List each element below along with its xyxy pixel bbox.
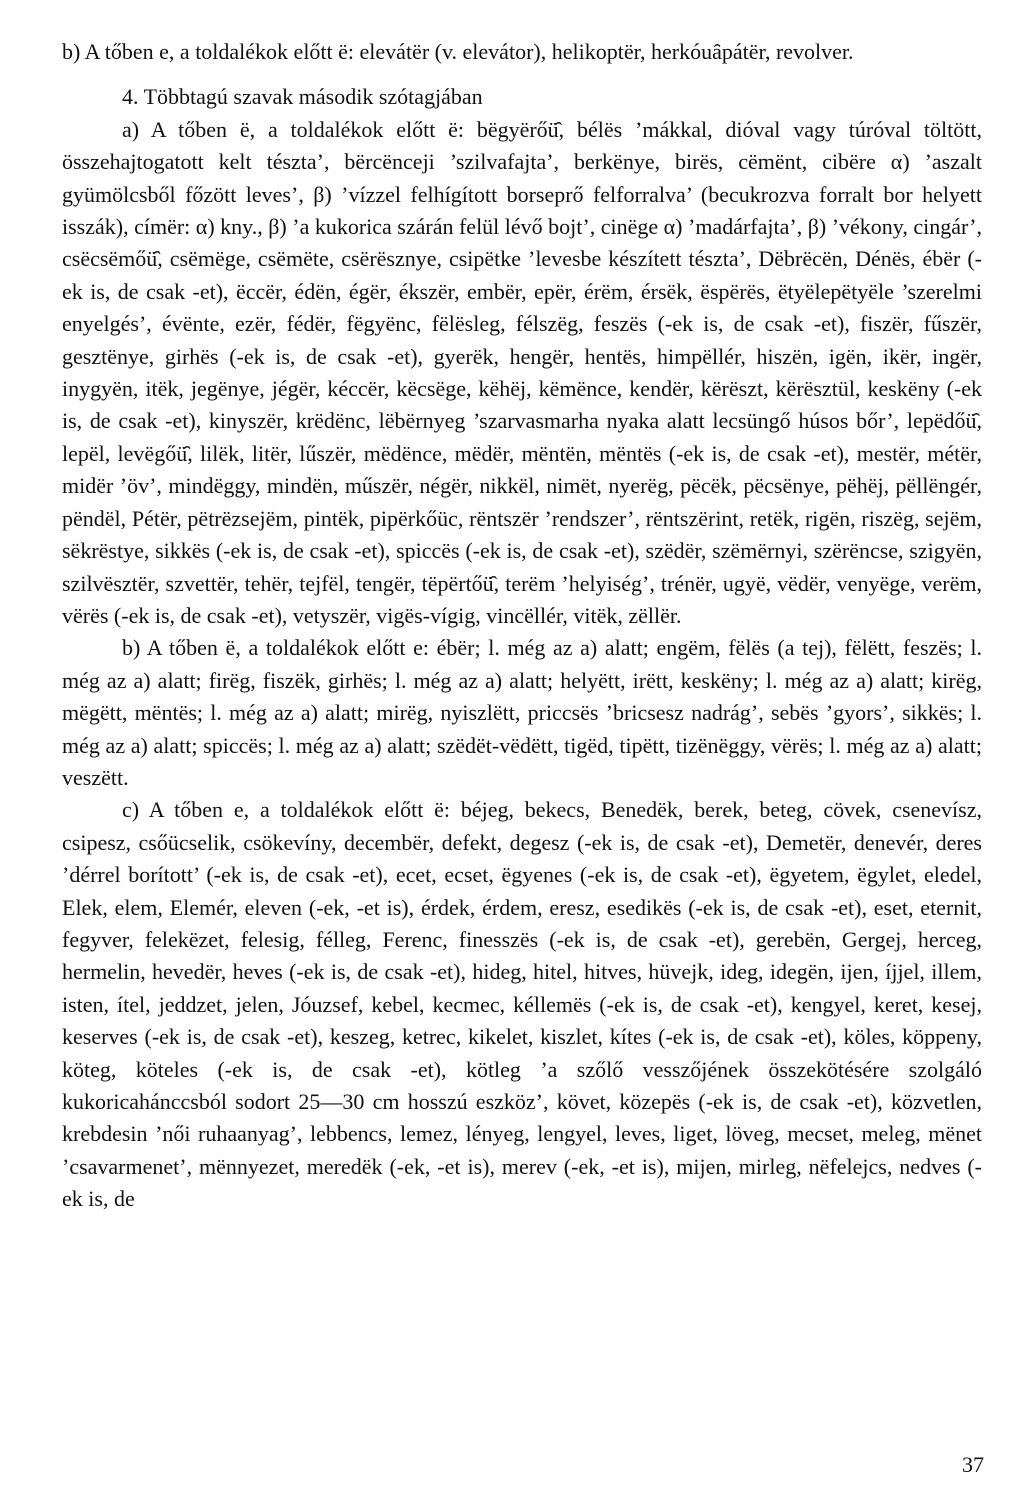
paragraph-4c: c) A tőben e, a toldalékok előtt ë: béjeg, bekecs, Benedëk, berek, beteg, cövek, csenevísz, csipesz, csőücselik, csökevíny, decembër, defekt, degesz (-ek is, de csak -et), Demetër, denevér, deres ’dérrel borított’ (-ek is, de csak -et), ecet, ecset, ëgyenes (-ek is, de csak -et), ëgyetem, ëgylet, eledel, Elek, elem, Elemér, eleven (-ek, -et is), érdek, érdem, eresz, esedikës (-ek is, de csak -et), eset, eternit, fegyver, felekëzet, felesig, félleg, Ferenc, finesszës (-ek is, de csak -et), gerebën, Gergej, herceg, hermelin, hevedër, heves (-ek is, de csak -et), hideg, hitel, hitves, hüvejk, ideg, idegën, ijen, íjjel, illem, isten, ítel, jeddzet, jelen, Jóuzsef, kebel, kecmec, kéllemës (-ek is, de csak -et), kengyel, keret, kesej, keserves (-ek is, de csak -et), keszeg, ketrec, kikelet, kiszlet, kítes (-ek is, de csak -et), köles, köppeny, köteg, köteles (-ek is, de csak -et), kötleg ’a szőlő vesszőjének összekötésére szolgáló kukoricahánccsból sodort 25—30 cm hosszú eszköz’, követ, közepës (-ek is, de csak -et), közvetlen, krebdesin ’női ruhaanyag’, lebbencs, lemez, lényeg, lengyel, leves, liget, löveg, mecset, meleg, mënet ’csavarmenet’, mënnyezet, meredëk (-ek, -et is), merev (-ek, -et is), mijen, mirleg, nëfelejcs, nedves (-ek is, de bbox=[62, 797, 982, 1212]
page-number: 37 bbox=[962, 1452, 984, 1477]
paragraph-4b: b) A tőben ë, a toldalékok előtt e: ébër; l. még az a) alatt; engëm, fëlës (a tej), fëlëtt, feszës; l. még az a) alatt; firëg, fiszëk, girhës; l. még az a) alatt; helyëtt, irëtt, keskëny; l. még az a) alatt; kirëg, mëgëtt, mëntës; l. még az a) alatt; mirëg, nyiszlëtt, priccsës ’bricsesz nadrág’, sebës ’gyors’, sikkës; l. még az a) alatt; spiccës; l. még az a) alatt; szëdët-vëdëtt, tigëd, tipëtt, tizënëggy, vërës; l. még az a) alatt; veszëtt. bbox=[62, 635, 982, 790]
page-body bbox=[62, 36, 982, 1216]
paragraph-4a: a) A tőben ë, a toldalékok előtt ë: bëgyërőü̑, bélës ’mákkal, dióval vagy túróval töltött, összehajtogatott kelt tészta’, bërcënceji ’szilvafajta’, berkënye, birës, cëmënt, cibëre α) ’aszalt gyümölcsből főzött leves’, β) ’vízzel felhígított borseprő felforralva’ (becukrozva forralt bor helyett isszák), címër: α) kny., β) ’a kukorica szárán felül lévő bojt’, cinëge α) ’madárfajta’, β) ’vékony, cingár’, csëcsëmőü̑, csëmëge, csëmëte, csërësznye, csipëtke ’levesbe készített tészta’, Dëbrëcën, Dénës, ébër (-ek is, de csak -et), ëccër, édën, égër, ékszër, embër, epër, érëm, érsëk, ëspërës, ëtyëlepëtyële ’szerelmi enyelgés’, évënte, ezër, fédër, fëgyënc, fëlësleg, félszëg, feszës (-ek is, de csak -et), fiszër, fűszër, gesztënye, girhës (-ek is, de csak -et), gyerëk, hengër, hentës, himpëllér, hiszën, igën, ikër, ingër, inygyën, itëk, jegënye, jégër, kéccër, këcsëge, këhëj, këmënce, kendër, kërëszt, kërësztül, keskëny (-ek is, de csak -et), kinyszër, krëdënc, lëbërnyeg ’szarvasmarha nyaka alatt lecsüngő húsos bőr’, lepëdőü̑, lepël, levëgőü̑, lilëk, litër, lűszër, mëdënce, mëdër, mëntën, mëntës (-ek is, de csak -et), mestër, métër, midër ’öv’, mindëggy, mindën, műszër, négër, nikkël, nimët, nyerëg, pëcëk, pëcsënye, pëhëj, pëllëngér, pëndël, Pétër, pëtrëzsejëm, pintëk, pipërkőüc, rëntszër ’rendszer’, rëntszërint, retëk, rigën, riszëg, sejëm, sëkrëstye, sikkës (-ek is, de csak -et), spiccës (-ek is, de csak -et), szëdër, szëmërnyi, szërëncse, szigyën, szilvësztër, szvettër, tehër, tejfël, tengër, tëpërtőü̑, terëm ’helyiség’, trénër, ugyë, vëdër, venyëge, verëm, vërës (-ek is, de csak -et), vetyszër, vigës-vígig, vincëllér, vitëk, zëllër. bbox=[62, 116, 982, 628]
paragraph-4b-tail: b) A tőben e, a toldalékok előtt ë: elevátër (v. elevátor), helikoptër, herkóuȃpátër, revolver. bbox=[62, 39, 854, 64]
section-heading-4: 4. Többtagú szavak második szótagjában bbox=[122, 84, 483, 110]
